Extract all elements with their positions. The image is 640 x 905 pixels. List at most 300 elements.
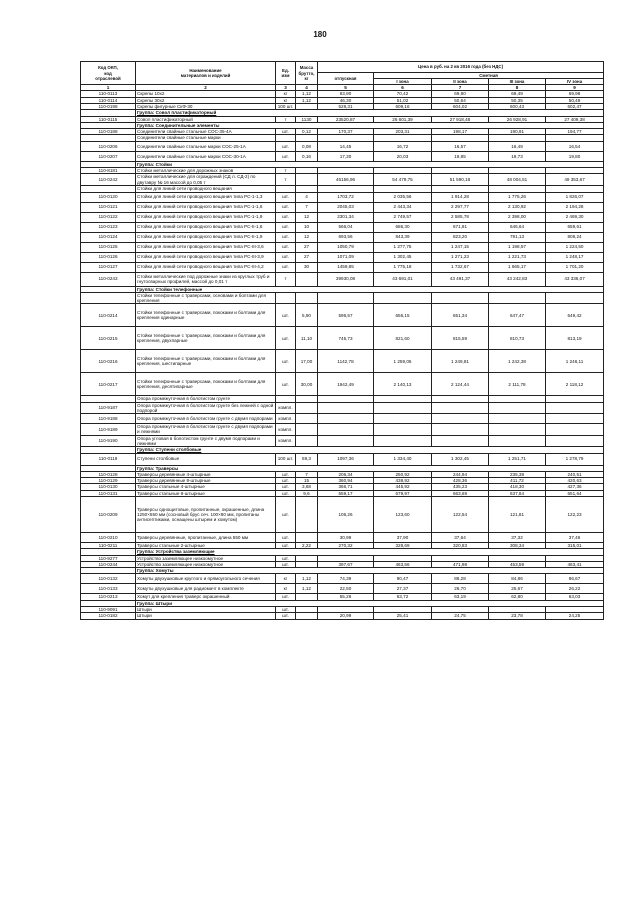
row-mass: 1,12 xyxy=(296,97,318,103)
table-row xyxy=(81,232,604,242)
row-zone3-price: 308,34 xyxy=(489,543,546,549)
row-name: Соединители свайные стальные СОС-35-4А xyxy=(136,129,276,135)
row-unit: шт. xyxy=(276,555,296,561)
row-zone3-price: 2 130,92 xyxy=(489,202,546,212)
row-zone3-price: 235,38 xyxy=(489,471,546,477)
header-mass-line1: Масса xyxy=(299,65,314,71)
row-zone4-price: 37,46 xyxy=(546,533,604,543)
header-name xyxy=(136,62,276,85)
row-name: Траверсы стальные 2-штырные xyxy=(136,543,276,549)
row-mass xyxy=(296,533,318,543)
header-mass-line2: брутто, xyxy=(298,70,315,76)
row-name: Соединители свайные стальные марки xyxy=(136,135,276,141)
row-zone4-price: 19,80 xyxy=(546,151,604,161)
row-mass: 15 xyxy=(296,478,318,484)
row-unit: компл. xyxy=(276,402,296,414)
row-mass xyxy=(296,414,318,424)
row-code: 110-0182 xyxy=(81,613,136,619)
header-mass-line3: кг xyxy=(304,75,309,81)
table-row xyxy=(81,272,604,286)
row-code: 110-0129 xyxy=(81,478,136,484)
row-code: 110-0214 xyxy=(81,304,136,327)
row-zone1-price: 70,42 xyxy=(374,91,432,97)
row-name: Соединители свайные стальные марки СОС-30-1А xyxy=(136,151,276,161)
row-zone3-price: 810,73 xyxy=(489,327,546,350)
row-zone2-price: 428,36 xyxy=(432,478,489,484)
table-row xyxy=(81,202,604,212)
group-label: Группа: Соединительные элементы xyxy=(136,122,604,128)
group-label: Группа: Совол пластификаторный xyxy=(136,110,604,116)
row-unit: шт. xyxy=(276,304,296,327)
row-code: 110-0124 xyxy=(81,232,136,242)
row-zone4-price: 808,24 xyxy=(546,232,604,242)
row-zone2-price: 198,17 xyxy=(432,129,489,135)
header-unit xyxy=(276,62,296,85)
row-zone2-price: 69,90 xyxy=(432,91,489,97)
column-number: 1 xyxy=(81,85,136,91)
row-mass xyxy=(296,435,318,447)
row-name: Штыри xyxy=(136,613,276,619)
row-unit: компл. xyxy=(276,414,296,424)
row-release-price: 1097,36 xyxy=(318,453,374,465)
row-unit: шт. xyxy=(276,350,296,373)
row-zone2-price: 43 491,37 xyxy=(432,272,489,286)
row-mass xyxy=(296,174,318,186)
row-name: Траверсы деревянные 4-штырные xyxy=(136,471,276,477)
row-code: 110-0133 xyxy=(81,584,136,594)
row-name: Стойки телефонные с траверсами, пококами и болтами для крепления, двухпарные xyxy=(136,327,276,350)
row-code: 110-9091 xyxy=(81,606,136,612)
row-unit: шт. xyxy=(276,252,296,262)
row-zone4-price xyxy=(546,292,604,304)
row-mass: 3,68 xyxy=(296,484,318,490)
row-zone4-price: 602,47 xyxy=(546,103,604,109)
table-row xyxy=(81,574,604,584)
row-mass: 7 xyxy=(296,202,318,212)
row-unit: компл. xyxy=(276,424,296,436)
row-zone1-price: 686,30 xyxy=(374,222,432,232)
row-code: 110-0243 xyxy=(81,272,136,286)
row-name: Опора промежуточная в болотистом грунте без лежней с одной подпорой xyxy=(136,402,276,414)
row-unit: шт. xyxy=(276,232,296,242)
row-zone2-price: 1 271,23 xyxy=(432,252,489,262)
row-unit: шт. xyxy=(276,497,296,533)
row-zone3-price: 23,78 xyxy=(489,613,546,619)
row-code: 110-0207 xyxy=(81,151,136,161)
row-zone4-price xyxy=(546,424,604,436)
row-zone3-price: 600,43 xyxy=(489,103,546,109)
row-release-price: 528,31 xyxy=(318,103,374,109)
table-row xyxy=(81,212,604,222)
row-mass: 11,10 xyxy=(296,327,318,350)
row-name: Хомут для крепления траверс окрашенный xyxy=(136,594,276,600)
row-mass: 12 xyxy=(296,232,318,242)
table-row xyxy=(81,222,604,232)
header-zone2: II зона xyxy=(432,79,489,85)
row-zone4-price: 86,67 xyxy=(546,574,604,584)
row-zone2-price xyxy=(432,402,489,414)
row-zone4-price: 315,01 xyxy=(546,543,604,549)
row-mass: 2,22 xyxy=(296,543,318,549)
row-code: 110-0114 xyxy=(81,97,136,103)
row-mass: 9,6 xyxy=(296,490,318,496)
row-release-price: 360,94 xyxy=(318,478,374,484)
row-name: Штыри xyxy=(136,606,276,612)
row-name: Стойки для линий сети проводного вещания типа РС-III-3,9 xyxy=(136,252,276,262)
row-zone1-price: 463,56 xyxy=(374,561,432,567)
header-zone3: III зона xyxy=(489,79,546,85)
row-zone3-price: 1 251,71 xyxy=(489,453,546,465)
row-unit: кг xyxy=(276,574,296,584)
row-zone2-price: 26,70 xyxy=(432,584,489,594)
row-unit: шт. xyxy=(276,543,296,549)
row-name: Стойки металлические для дорожных знаков xyxy=(136,167,276,173)
row-zone2-price: 1 249,81 xyxy=(432,350,489,373)
row-zone3-price: 2 111,78 xyxy=(489,373,546,396)
row-zone1-price: 1 775,18 xyxy=(374,262,432,272)
header-estimate: Сметная xyxy=(374,73,604,79)
row-release-price: 366,71 xyxy=(318,484,374,490)
row-code: 110-0131 xyxy=(81,490,136,496)
header-unit-line1: Ед. xyxy=(282,68,289,73)
row-code: 110-0215 xyxy=(81,327,136,350)
row-mass xyxy=(296,402,318,414)
row-code: 110-0216 xyxy=(81,350,136,373)
row-unit: шт. xyxy=(276,373,296,396)
row-zone1-price: 1 277,75 xyxy=(374,242,432,252)
header-name-line2: материалов и изделий xyxy=(180,73,231,79)
row-code: 110-8181 xyxy=(81,167,136,173)
row-unit: шт. xyxy=(276,141,296,151)
table-row xyxy=(81,453,604,465)
row-zone1-price xyxy=(374,414,432,424)
row-zone1-price: 1 259,05 xyxy=(374,350,432,373)
row-zone3-price: 1 665,17 xyxy=(489,262,546,272)
row-zone2-price: 663,69 xyxy=(432,490,489,496)
row-mass: 17,00 xyxy=(296,350,318,373)
row-zone4-price: 463,41 xyxy=(546,561,604,567)
row-code: 110-0211 xyxy=(81,543,136,549)
row-zone2-price: 24,75 xyxy=(432,613,489,619)
row-name: Стойки телефонные с траверсами, пококами и болтами для крепления, шестипарные xyxy=(136,350,276,373)
row-release-price: 74,39 xyxy=(318,574,374,584)
row-zone3-price: 2 398,00 xyxy=(489,212,546,222)
row-name: Опора угловая в болотистом грунте с двумя подпорами и лежнями xyxy=(136,435,276,447)
row-unit: шт. xyxy=(276,192,296,202)
row-zone1-price: 438,92 xyxy=(374,478,432,484)
row-code: 110-0128 xyxy=(81,471,136,477)
row-release-price: 17,30 xyxy=(318,151,374,161)
row-release-price: 106,26 xyxy=(318,497,374,533)
column-number: 5 xyxy=(318,85,374,91)
row-unit: шт. xyxy=(276,202,296,212)
table-row xyxy=(81,350,604,373)
row-unit xyxy=(276,292,296,304)
row-zone3-price: 190,91 xyxy=(489,129,546,135)
row-code: 110-9188 xyxy=(81,414,136,424)
row-zone1-price: 90,47 xyxy=(374,574,432,584)
row-zone3-price: 84,86 xyxy=(489,574,546,584)
header-code-okp: Код ОКП, xyxy=(98,65,118,71)
row-mass: 7 xyxy=(296,471,318,477)
row-release-price: 397,67 xyxy=(318,561,374,567)
row-unit: шт. xyxy=(276,478,296,484)
row-mass: 59,3 xyxy=(296,453,318,465)
price-table xyxy=(80,61,604,620)
row-release-price: 46,30 xyxy=(318,97,374,103)
row-release-price: 566,04 xyxy=(318,222,374,232)
header-zone4: IV зона xyxy=(546,79,604,85)
group-label: Группа: Траверсы xyxy=(136,465,604,471)
row-zone4-price: 194,77 xyxy=(546,129,604,135)
row-zone1-price xyxy=(374,424,432,436)
row-unit: кг xyxy=(276,91,296,97)
row-release-price: 270,32 xyxy=(318,543,374,549)
row-code: 110-0209 xyxy=(81,497,136,533)
row-zone2-price: 2 585,78 xyxy=(432,212,489,222)
row-zone2-price: 51 590,18 xyxy=(432,174,489,186)
row-mass: 10 xyxy=(296,222,318,232)
row-code: 110-0119 xyxy=(81,453,136,465)
row-release-price: 596,57 xyxy=(318,304,374,327)
row-zone1-price: 1 302,45 xyxy=(374,252,432,262)
column-number: 6 xyxy=(374,85,432,91)
row-zone2-price xyxy=(432,424,489,436)
row-unit: т xyxy=(276,116,296,122)
row-code: 110-0115 xyxy=(81,116,136,122)
row-code: 110-0198 xyxy=(81,103,136,109)
row-zone2-price: 88,28 xyxy=(432,574,489,584)
row-name: Опора промежуточная в болотистом грунте с двумя подпорами и лежнями xyxy=(136,424,276,436)
row-zone2-price: 651,34 xyxy=(432,304,489,327)
row-mass: 30 xyxy=(296,262,318,272)
row-unit: т xyxy=(276,174,296,186)
header-mass xyxy=(296,62,318,85)
group-label: Группа: Штыри xyxy=(136,600,604,606)
row-name: Стойки для линий сети проводного вещания xyxy=(136,186,276,192)
row-mass: 1,12 xyxy=(296,584,318,594)
row-zone2-price: 604,02 xyxy=(432,103,489,109)
row-zone1-price: 2 140,13 xyxy=(374,373,432,396)
row-zone4-price: 27 409,38 xyxy=(546,116,604,122)
row-name: Скрепы 30х2 xyxy=(136,97,276,103)
table-row xyxy=(81,613,604,619)
group-label: Группа: Ступени столбовые xyxy=(136,447,604,453)
table-row xyxy=(81,116,604,122)
row-release-price: 2045,03 xyxy=(318,202,374,212)
row-release-price: 22,50 xyxy=(318,584,374,594)
row-zone4-price: 26,22 xyxy=(546,584,604,594)
row-mass: 1,12 xyxy=(296,91,318,97)
row-release-price: 63,90 xyxy=(318,91,374,97)
table-row xyxy=(81,414,604,424)
header-code-label: код xyxy=(104,70,112,76)
table-row xyxy=(81,373,604,396)
row-zone3-price xyxy=(489,292,546,304)
row-zone1-price: 37,90 xyxy=(374,533,432,543)
row-code: 110-0125 xyxy=(81,242,136,252)
row-zone3-price: 1 242,38 xyxy=(489,350,546,373)
row-release-price: 2301,34 xyxy=(318,212,374,222)
row-zone1-price: 43 691,01 xyxy=(374,272,432,286)
row-code: 110-0122 xyxy=(81,212,136,222)
row-zone3-price: 453,59 xyxy=(489,561,546,567)
row-zone4-price: 63,03 xyxy=(546,594,604,600)
row-zone4-price: 420,63 xyxy=(546,478,604,484)
row-mass: 27 xyxy=(296,242,318,252)
row-zone1-price: 445,92 xyxy=(374,484,432,490)
row-zone3-price: 62,80 xyxy=(489,594,546,600)
row-zone4-price: 1 224,50 xyxy=(546,242,604,252)
row-zone3-price: 647,47 xyxy=(489,304,546,327)
row-zone2-price: 1 247,15 xyxy=(432,242,489,252)
row-zone1-price: 2 749,57 xyxy=(374,212,432,222)
row-unit: шт. xyxy=(276,606,296,612)
row-zone4-price: 1 248,17 xyxy=(546,252,604,262)
page-number: 180 xyxy=(313,30,327,39)
table-row xyxy=(81,141,604,151)
row-name: Устройство заземляющее низкоомутное xyxy=(136,561,276,567)
row-unit: шт. xyxy=(276,262,296,272)
row-zone4-price: 649,42 xyxy=(546,304,604,327)
header-code-industry: отраслевой xyxy=(95,75,121,81)
row-zone2-price: 2 297,77 xyxy=(432,202,489,212)
row-zone1-price xyxy=(374,435,432,447)
row-release-price: 1050,79 xyxy=(318,242,374,252)
row-code: 110-0132 xyxy=(81,574,136,584)
table-row xyxy=(81,327,604,350)
row-code: 110-0126 xyxy=(81,252,136,262)
row-release-price: 46156,96 xyxy=(318,174,374,186)
table-row xyxy=(81,151,604,161)
row-zone4-price: 1 826,07 xyxy=(546,192,604,202)
row-zone1-price: 250,92 xyxy=(374,471,432,477)
row-zone3-price: 69,49 xyxy=(489,91,546,97)
table-body xyxy=(81,91,604,619)
row-zone2-price: 1 732,67 xyxy=(432,262,489,272)
row-name: Совол пластификаторный xyxy=(136,116,276,122)
row-zone3-price xyxy=(489,414,546,424)
group-label: Группа: Хомуты xyxy=(136,568,604,574)
row-unit: кг xyxy=(276,584,296,594)
row-zone1-price: 679,97 xyxy=(374,490,432,496)
row-zone4-price: 651,64 xyxy=(546,490,604,496)
row-release-price: 1459,85 xyxy=(318,262,374,272)
row-code: 110-9187 xyxy=(81,402,136,414)
row-zone4-price: 1 701,20 xyxy=(546,262,604,272)
table-row xyxy=(81,304,604,327)
row-unit: т xyxy=(276,272,296,286)
row-name: Устройство заземляющее низкоомутное xyxy=(136,555,276,561)
table-row xyxy=(81,435,604,447)
row-unit: шт. xyxy=(276,613,296,619)
row-name: Опора промежуточная в болотистом грунте xyxy=(136,396,276,402)
column-number: 8 xyxy=(489,85,546,91)
row-zone3-price: 50,35 xyxy=(489,97,546,103)
row-zone3-price: 1 198,57 xyxy=(489,242,546,252)
row-zone3-price: 1 221,73 xyxy=(489,252,546,262)
row-release-price: 206,34 xyxy=(318,471,374,477)
row-unit: шт. xyxy=(276,484,296,490)
row-zone3-price: 646,64 xyxy=(489,222,546,232)
row-mass xyxy=(296,292,318,304)
row-zone1-price: 821,60 xyxy=(374,327,432,350)
row-name: Стойки для линий сети проводного вещания типа РС-1-1,3 xyxy=(136,192,276,202)
row-unit: шт. xyxy=(276,594,296,600)
row-zone1-price: 51,02 xyxy=(374,97,432,103)
row-unit: шт. xyxy=(276,222,296,232)
row-zone2-price: 63,19 xyxy=(432,594,489,600)
row-zone2-price: 823,20 xyxy=(432,232,489,242)
row-zone1-price: 1 334,40 xyxy=(374,453,432,465)
row-unit: 100 шт. xyxy=(276,453,296,465)
row-code: 110-0206 xyxy=(81,141,136,151)
row-mass: 27 xyxy=(296,252,318,262)
row-code: 110-0244 xyxy=(81,561,136,567)
row-zone2-price: 50,64 xyxy=(432,97,489,103)
row-unit: кг xyxy=(276,97,296,103)
row-zone1-price: 20,03 xyxy=(374,151,432,161)
row-name: Стойки для линий сети проводного вещания типа РС-II-1,9 xyxy=(136,232,276,242)
row-zone3-price: 411,72 xyxy=(489,478,546,484)
row-mass: 1,12 xyxy=(296,574,318,584)
row-release-price: 30,99 xyxy=(318,533,374,543)
row-name: Стойки для линий сети проводного вещания типа РС-1-1,6 xyxy=(136,202,276,212)
row-unit: т xyxy=(276,167,296,173)
row-release-price: 1071,09 xyxy=(318,252,374,262)
row-name: Траверсы деревянные, пропитанные, длина 550 мм xyxy=(136,533,276,543)
row-name: Стойки для линий сети проводного вещания типа РС-II-1,6 xyxy=(136,222,276,232)
header-name-line1: Наименование xyxy=(189,68,222,73)
row-release-price: 170,37 xyxy=(318,129,374,135)
column-number: 3 xyxy=(276,85,296,91)
row-zone4-price: 813,19 xyxy=(546,327,604,350)
row-code xyxy=(81,292,136,304)
group-label: Группа: Устройства заземляющие xyxy=(136,549,604,555)
row-zone2-price: 671,81 xyxy=(432,222,489,232)
row-zone1-price: 2 443,34 xyxy=(374,202,432,212)
row-zone1-price: 203,31 xyxy=(374,129,432,135)
row-zone3-price: 19,73 xyxy=(489,151,546,161)
row-zone3-price: 26 928,91 xyxy=(489,116,546,122)
column-number: 4 xyxy=(296,85,318,91)
row-release-price: 1142,78 xyxy=(318,350,374,373)
row-zone3-price xyxy=(489,435,546,447)
row-zone2-price xyxy=(432,414,489,424)
row-zone1-price: 54 479,75 xyxy=(374,174,432,186)
row-zone1-price: 63,72 xyxy=(374,594,432,600)
table-row xyxy=(81,533,604,543)
row-zone3-price: 637,84 xyxy=(489,490,546,496)
header-zone1: I зона xyxy=(374,79,432,85)
row-zone2-price: 815,59 xyxy=(432,327,489,350)
row-zone4-price: 1 246,11 xyxy=(546,350,604,373)
row-release-price: 1703,72 xyxy=(318,192,374,202)
row-release-price: 693,56 xyxy=(318,232,374,242)
row-zone4-price: 2 469,30 xyxy=(546,212,604,222)
row-name: Стойки металлические под дорожные знаки из круглых труб и гнутосварных профилей, массой до 0,01 т xyxy=(136,272,276,286)
row-zone2-price: 1 302,45 xyxy=(432,453,489,465)
row-name: Скрепы фигурные СкФ-30 xyxy=(136,103,276,109)
row-unit: компл. xyxy=(276,435,296,447)
row-zone4-price xyxy=(546,402,604,414)
row-zone1-price: 16,72 xyxy=(374,141,432,151)
row-zone3-price: 16,49 xyxy=(489,141,546,151)
row-zone2-price: 435,23 xyxy=(432,484,489,490)
row-name: Траверсы стальные 8-штырные xyxy=(136,490,276,496)
row-zone3-price: 418,30 xyxy=(489,484,546,490)
row-mass: 0,16 xyxy=(296,151,318,161)
